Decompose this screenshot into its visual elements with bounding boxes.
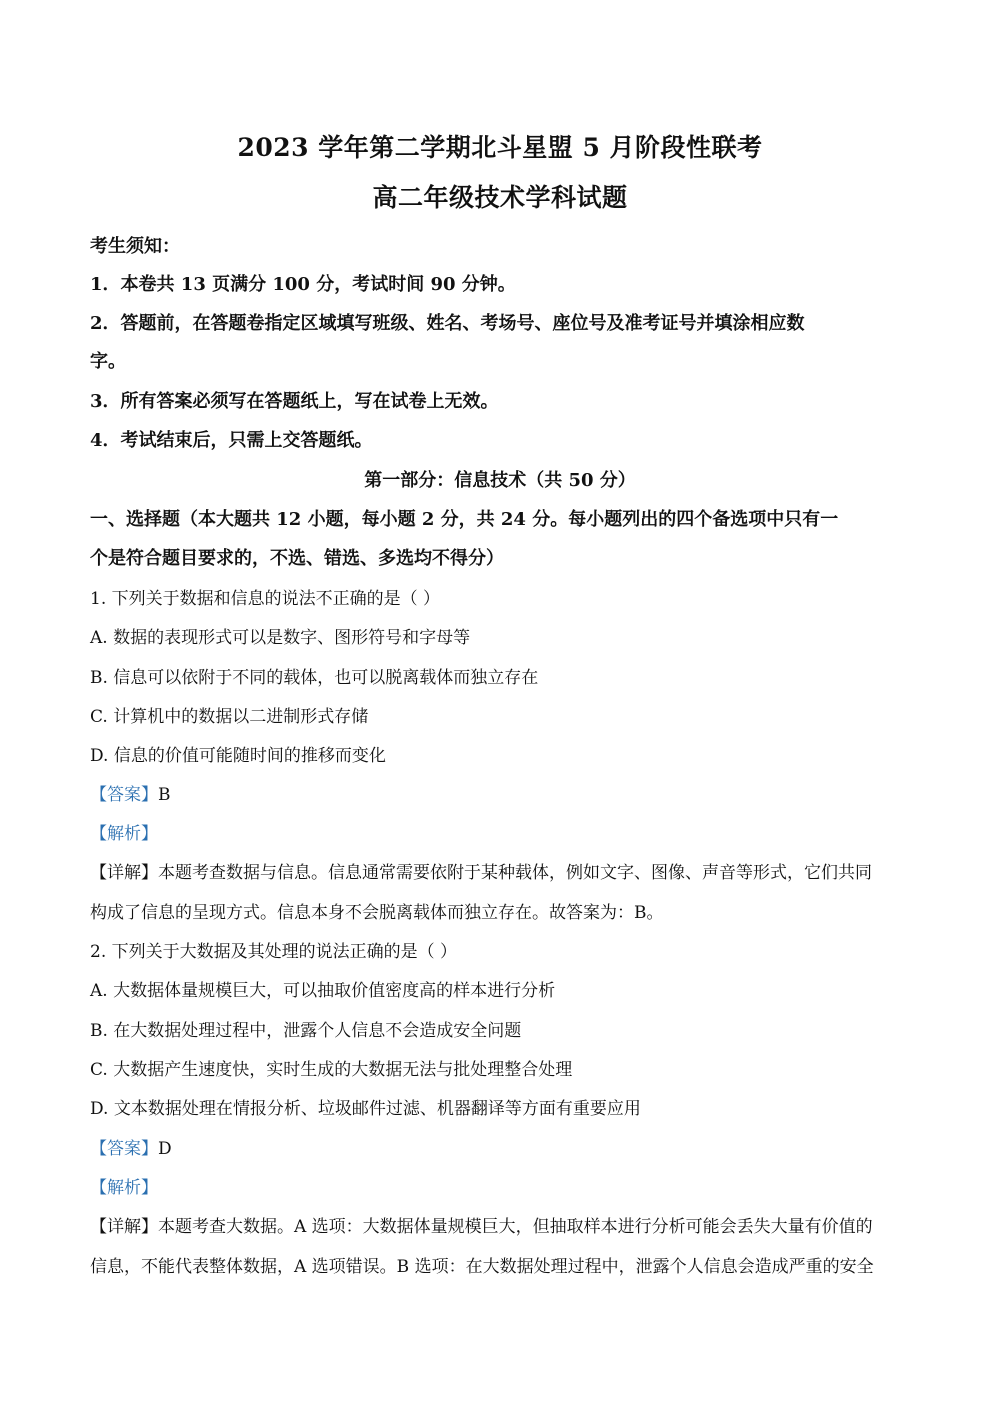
analysis-tag: 【解析】: [90, 824, 158, 844]
question-stem: 2. 下列关于大数据及其处理的说法正确的是（ ）: [90, 942, 458, 962]
answer-line: [90, 1134, 910, 1159]
analysis-tag: 【解析】: [90, 1178, 158, 1198]
detail-tag: 【详解】: [90, 863, 158, 883]
question-stem: 1. 下列关于数据和信息的说法不正确的是（ ）: [90, 589, 441, 609]
notice-item: 字。: [90, 351, 126, 372]
answer-tag: 【答案】: [90, 1139, 158, 1159]
answer-value: D: [158, 1139, 172, 1159]
answer-tag: 【答案】: [90, 785, 158, 805]
notice-item: 2．答题前，在答题卷指定区域填写班级、姓名、考场号、座位号及准考证号并填涂相应数: [90, 313, 805, 334]
detail-tag: 【详解】: [90, 1217, 158, 1237]
exam-title: 2023 学年第二学期北斗星盟 5 月阶段性联考: [237, 133, 763, 162]
question-option: C. 计算机中的数据以二进制形式存储: [90, 707, 369, 727]
detail-text: 信息，不能代表整体数据，A 选项错误。B 选项：在大数据处理过程中，泄露个人信息会造成严重的安全: [90, 1257, 874, 1277]
detail-line: [90, 858, 910, 883]
notice-heading: 考生须知：: [90, 236, 180, 257]
question-option: A. 数据的表现形式可以是数字、图形符号和字母等: [90, 628, 471, 648]
answer-value: B: [158, 785, 171, 805]
section-instructions: 个是符合题目要求的，不选、错选、多选均不得分）: [90, 548, 504, 569]
detail-text: 本题考查数据与信息。信息通常需要依附于某种载体，例如文字、图像、声音等形式，它们共同: [158, 863, 872, 883]
question-option: C. 大数据产生速度快，实时生成的大数据无法与批处理整合处理: [90, 1060, 573, 1080]
detail-line: [90, 1212, 910, 1237]
exam-subtitle: 高二年级技术学科试题: [372, 183, 628, 212]
notice-item: 3．所有答案必须写在答题纸上，写在试卷上无效。: [90, 391, 499, 412]
notice-item: 4．考试结束后，只需上交答题纸。: [90, 430, 373, 451]
section-instructions: 一、选择题（本大题共 12 小题，每小题 2 分，共 24 分。每小题列出的四个备选项中只有一: [90, 509, 839, 530]
question-option: B. 在大数据处理过程中，泄露个人信息不会造成安全问题: [90, 1021, 522, 1041]
notice-item: 1．本卷共 13 页满分 100 分，考试时间 90 分钟。: [90, 274, 516, 295]
question-option: D. 信息的价值可能随时间的推移而变化: [90, 746, 386, 766]
question-option: D. 文本数据处理在情报分析、垃圾邮件过滤、机器翻译等方面有重要应用: [90, 1099, 641, 1119]
part-title: 第一部分：信息技术（共 50 分）: [364, 470, 636, 491]
detail-text: 构成了信息的呈现方式。信息本身不会脱离载体而独立存在。故答案为：B。: [90, 903, 664, 923]
detail-text: 本题考查大数据。A 选项：大数据体量规模巨大，但抽取样本进行分析可能会丢失大量有价值的: [158, 1217, 873, 1237]
question-option: B. 信息可以依附于不同的载体，也可以脱离载体而独立存在: [90, 668, 539, 688]
answer-line: [90, 780, 910, 805]
question-option: A. 大数据体量规模巨大，可以抽取价值密度高的样本进行分析: [90, 981, 556, 1001]
